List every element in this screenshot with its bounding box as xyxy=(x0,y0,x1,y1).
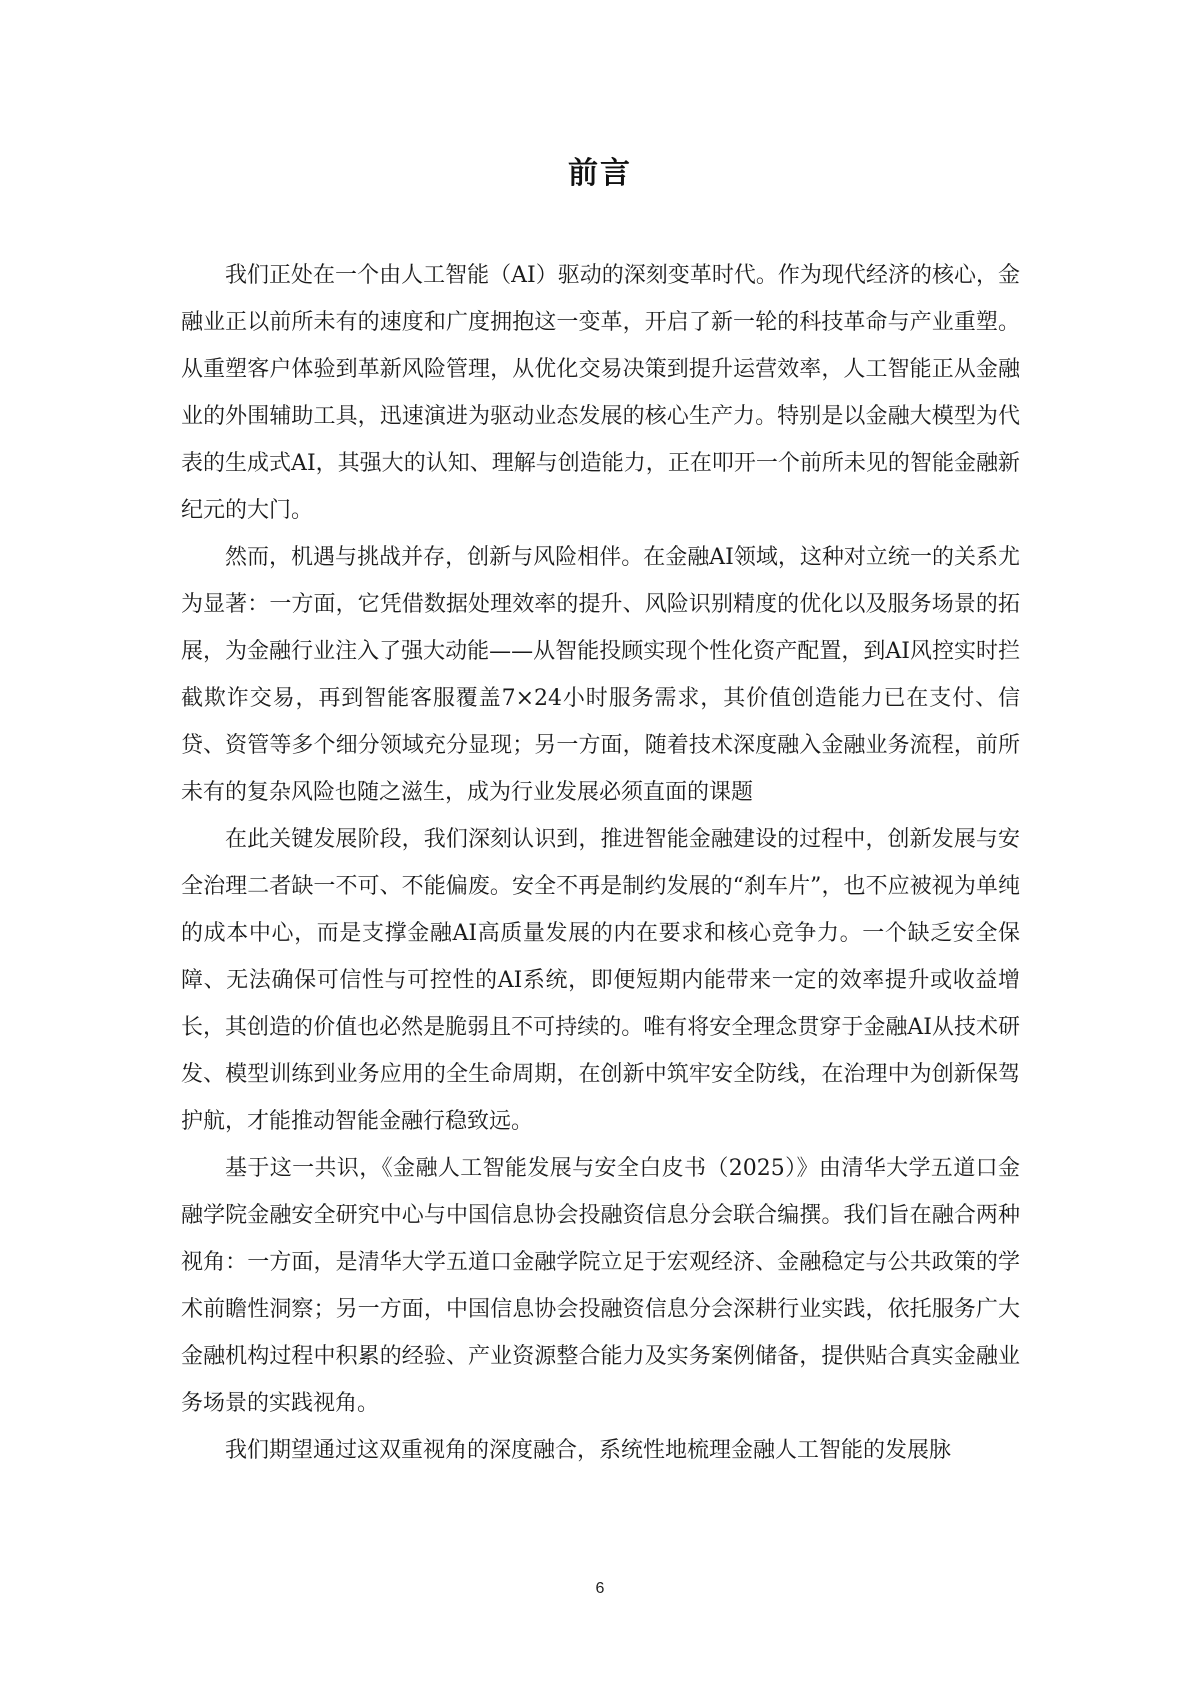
page-number: 6 xyxy=(595,1580,605,1597)
paragraph-5: 我们期望通过这双重视角的深度融合，系统性地梳理金融人工智能的发展脉 xyxy=(225,1438,952,1463)
paragraph-1: 我们正处在一个由人工智能（AI）驱动的深刻变革时代。作为现代经济的核心，金融业正以前所未有的速度和广度拥抱这一变革，开启了新一轮的科技革命与产业重塑。从重塑客户体验到革新风险管理，从优化交易决策到提升运营效率，人工智能正从金融业的外围辅助工具，迅速演进为驱动业态发展的核心生产力。特别是以金融大模型为代表的生成式AI，其强大的认知、理解与创造能力，正在叩开一个前所未见的智能金融新纪元的大门。 xyxy=(181,263,1020,523)
body-text xyxy=(181,252,1020,1474)
paragraph-2: 然而，机遇与挑战并存，创新与风险相伴。在金融AI领域，这种对立统一的关系尤为显著：一方面，它凭借数据处理效率的提升、风险识别精度的优化以及服务场景的拓展，为金融行业注入了强大动能——从智能投顾实现个性化资产配置，到AI风控实时拦截欺诈交易，再到智能客服覆盖7×24小时服务需求，其价值创造能力已在支付、信贷、资管等多个细分领域充分显现；另一方面，随着技术深度融入金融业务流程，前所未有的复杂风险也随之滋生，成为行业发展必须直面的课题 xyxy=(181,545,1020,805)
paragraph-4: 基于这一共识，《金融人工智能发展与安全白皮书（2025）》由清华大学五道口金融学院金融安全研究中心与中国信息协会投融资信息分会联合编撰。我们旨在融合两种视角：一方面，是清华大学五道口金融学院立足于宏观经济、金融稳定与公共政策的学术前瞻性洞察；另一方面，中国信息协会投融资信息分会深耕行业实践，依托服务广大金融机构过程中积累的经验、产业资源整合能力及实务案例储备，提供贴合真实金融业务场景的实践视角。 xyxy=(181,1156,1020,1416)
page-title: 前言 xyxy=(568,156,632,191)
paragraph-3: 在此关键发展阶段，我们深刻认识到，推进智能金融建设的过程中，创新发展与安全治理二者缺一不可、不能偏废。安全不再是制约发展的“刹车片”，也不应被视为单纯的成本中心，而是支撑金融AI高质量发展的内在要求和核心竞争力。一个缺乏安全保障、无法确保可信性与可控性的AI系统，即便短期内能带来一定的效率提升或收益增长，其创造的价值也必然是脆弱且不可持续的。唯有将安全理念贯穿于金融AI从技术研发、模型训练到业务应用的全生命周期，在创新中筑牢安全防线，在治理中为创新保驾护航，才能推动智能金融行稳致远。 xyxy=(181,827,1020,1134)
